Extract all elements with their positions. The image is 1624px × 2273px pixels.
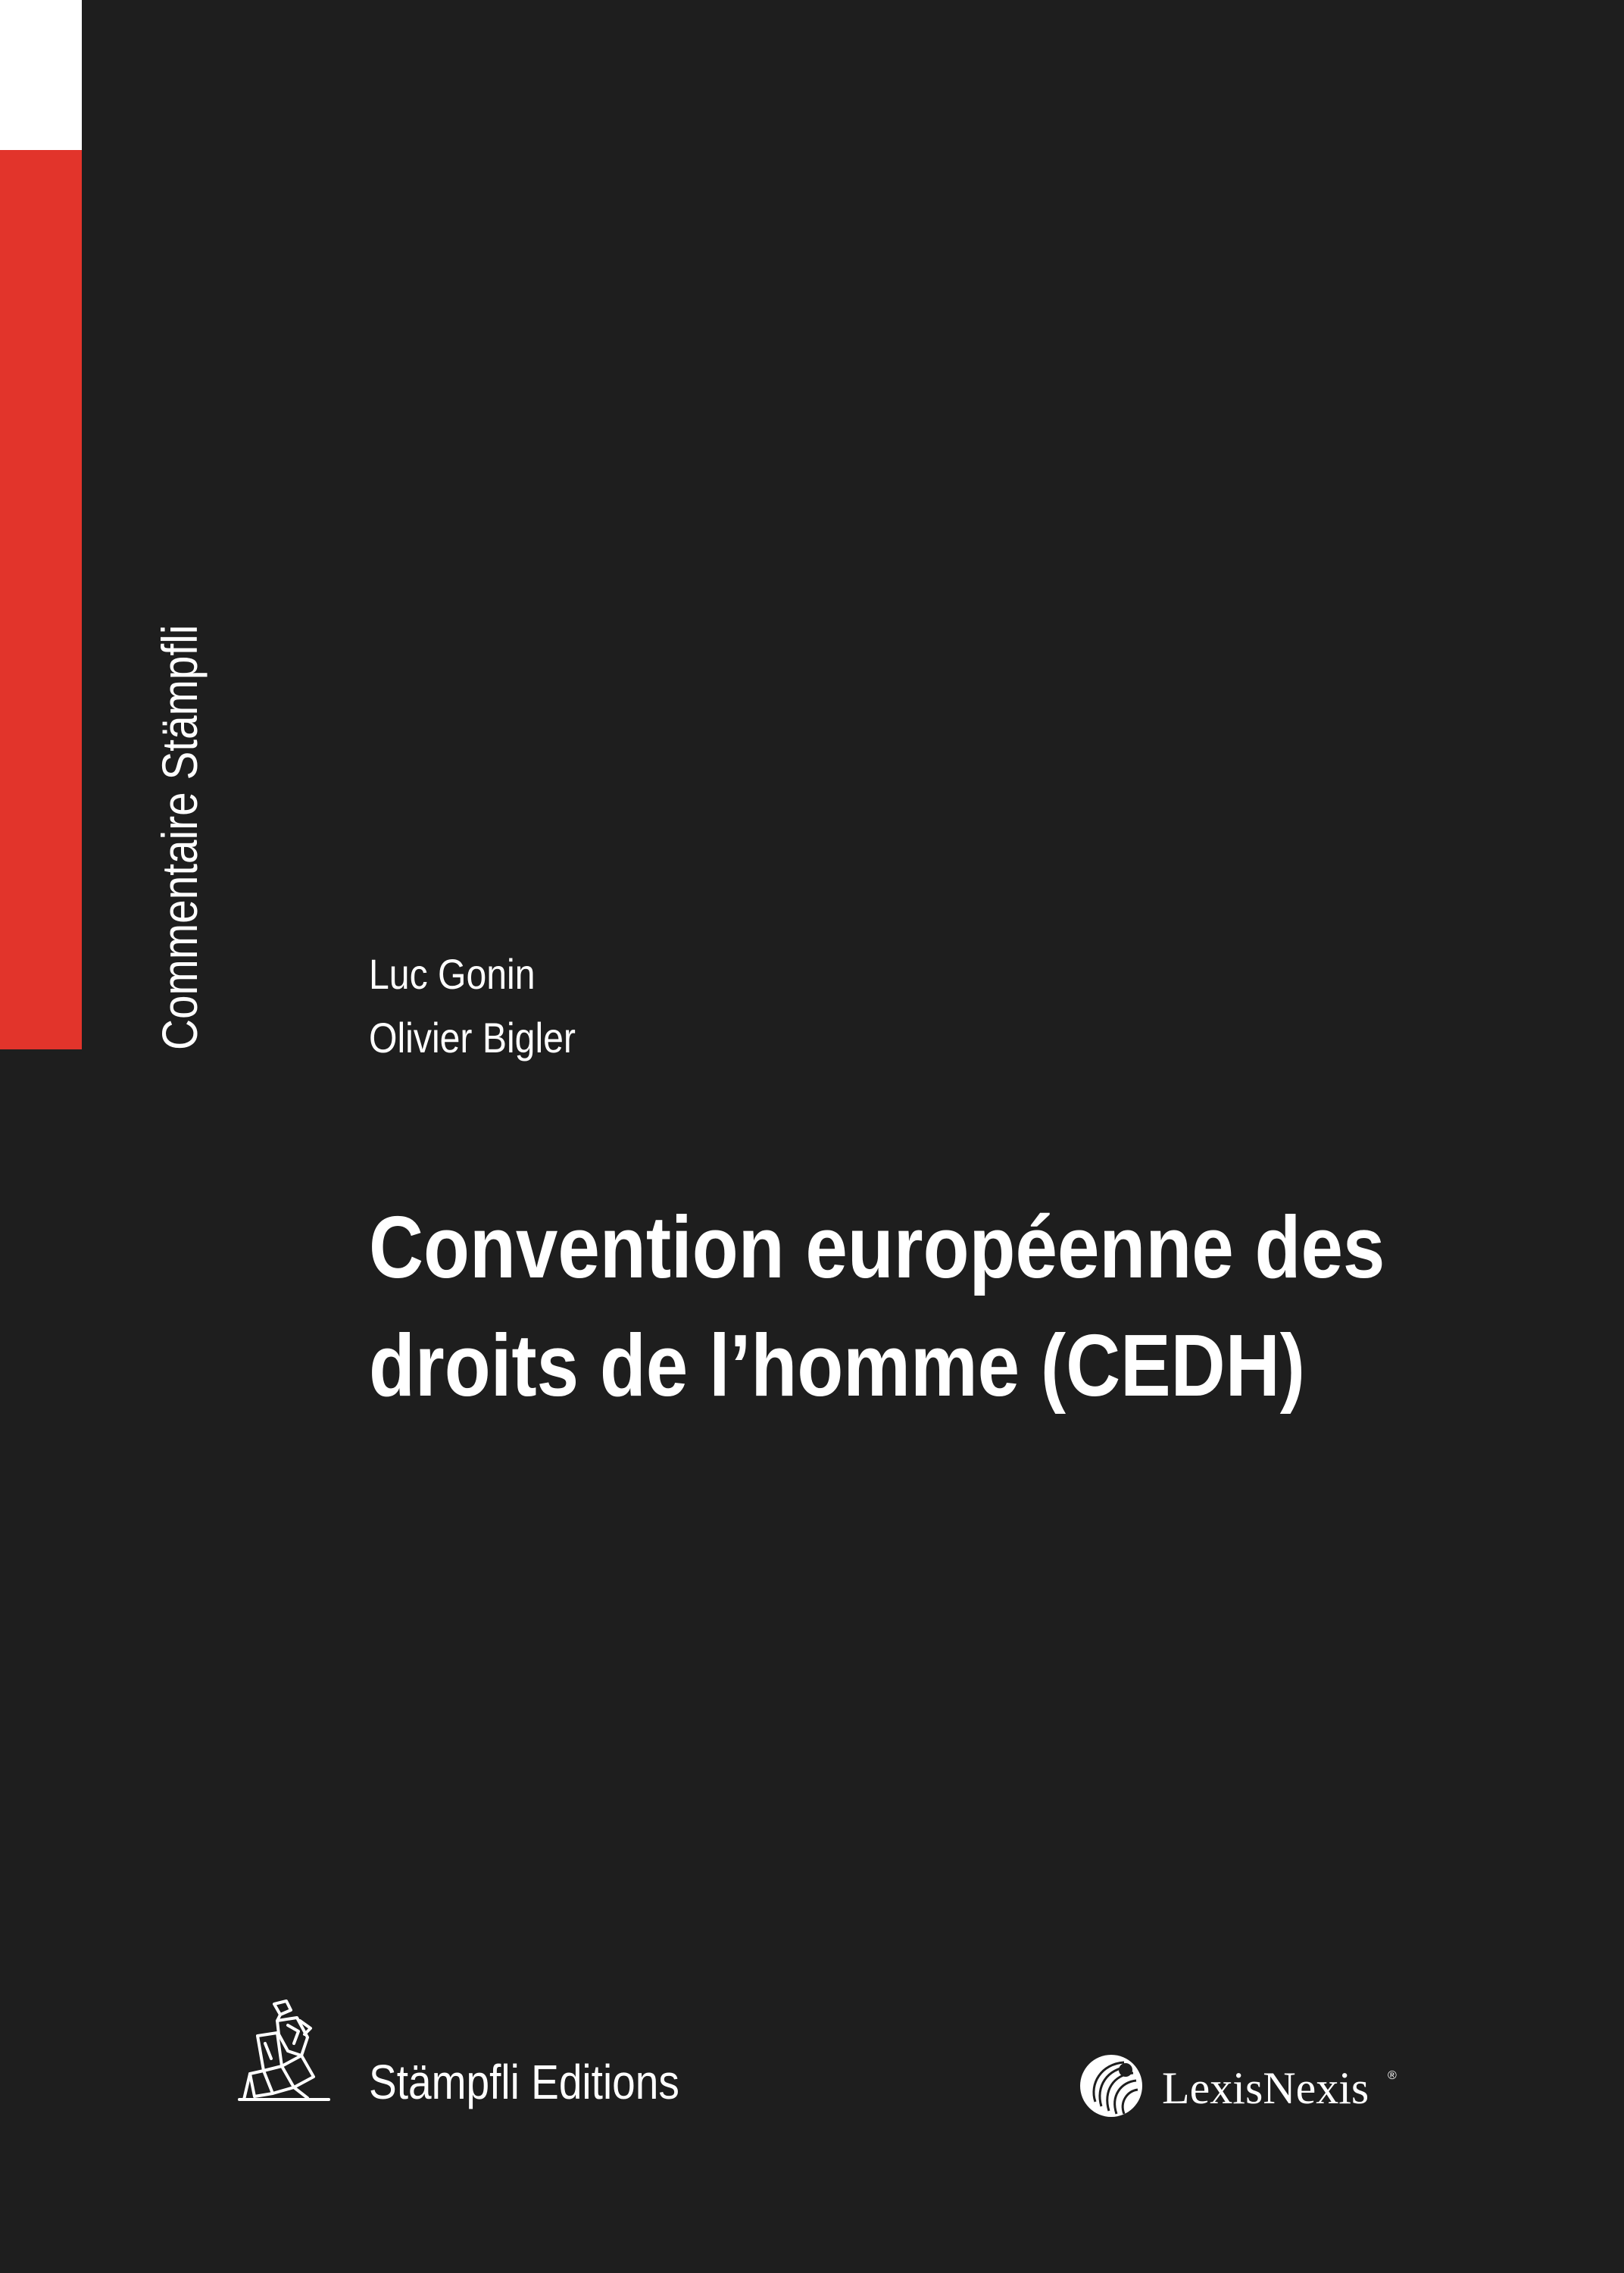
spine-white-stripe: [0, 0, 82, 150]
book-title: [369, 1188, 1581, 1424]
authors: [369, 943, 609, 1070]
registered-mark: ®: [1388, 2069, 1397, 2082]
publisher-name: Stämpfli Editions: [369, 2055, 679, 2109]
staempfli-figure-logo-icon: [235, 1998, 333, 2104]
spine-red-stripe: [0, 150, 82, 1049]
title-line: Convention européenne des: [369, 1198, 1385, 1296]
partner-name: LexisNexis: [1162, 2063, 1369, 2113]
lexisnexis-globe-logo-icon: [1079, 2053, 1144, 2118]
series-label: Commentaire Stämpfli: [151, 624, 208, 1050]
author-name: Luc Gonin: [369, 950, 536, 998]
title-line: droits de l’homme (CEDH): [369, 1316, 1305, 1415]
author-name: Olivier Bigler: [369, 1014, 576, 1061]
